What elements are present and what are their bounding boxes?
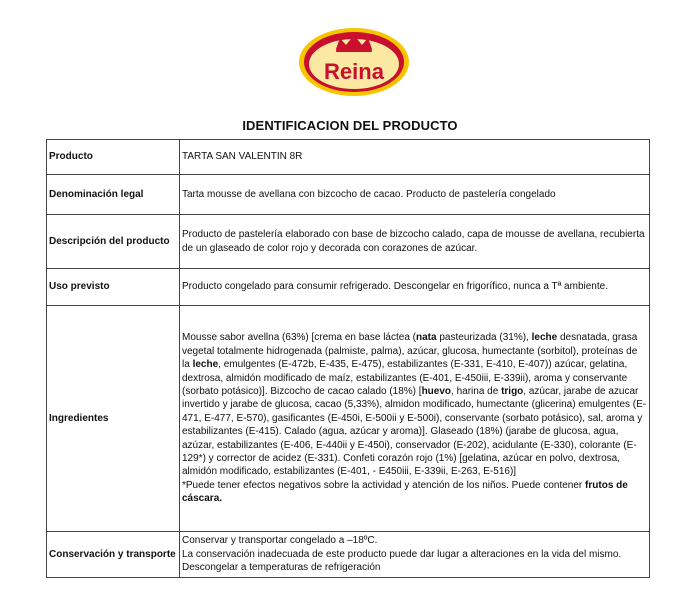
ingredient-text: desnatada, grasa vegetal totalmente hidrogenada (palmiste, palma), azúcar, glucosa, humectante (sorbitol), proteínas de la	[182, 332, 638, 371]
conservation-line: Conservar y transportar congelado a –18ºC.	[182, 535, 378, 547]
ingredient-text: , harina de	[451, 385, 502, 397]
conservation-line: La conservación inadecuada de este producto puede dar lugar a alteraciones en la vida del mismo.	[182, 548, 622, 560]
row-label: Uso previsto	[47, 269, 180, 306]
ingredient-text: pasteurizada (31%),	[436, 332, 532, 344]
row-value: Producto congelado para consumir refrigerado. Descongelar en frigorífico, nunca a Tª ambiente.	[180, 269, 650, 306]
table-row	[47, 532, 650, 578]
row-label: Conservación y transporte	[47, 532, 180, 578]
allergen-text: huevo	[421, 385, 452, 397]
conservation-value	[180, 532, 650, 578]
row-label: Denominación legal	[47, 175, 180, 215]
ingredient-text: Mousse sabor avellna (63%) [crema en base láctea (	[182, 332, 417, 344]
conservation-line: Descongelar a temperaturas de refrigeración	[182, 562, 381, 574]
allergen-text: leche	[192, 359, 219, 371]
table-row	[47, 215, 650, 269]
allergen-text: leche	[531, 332, 558, 344]
ingredients-note	[182, 479, 647, 506]
brand-name: Reina	[324, 59, 384, 84]
row-value: Tarta mousse de avellana con bizcocho de cacao. Producto de pastelería congelado	[180, 175, 650, 215]
table-row	[47, 140, 650, 175]
row-label: Ingredientes	[47, 306, 180, 532]
ingredients-value	[180, 306, 650, 532]
allergen-text: frutos de cáscara.	[182, 479, 628, 505]
page-title: IDENTIFICACION DEL PRODUCTO	[242, 118, 458, 133]
allergen-text: nata	[416, 332, 437, 344]
row-label: Descripción del producto	[47, 215, 180, 269]
reina-logo	[298, 27, 410, 97]
row-value: TARTA SAN VALENTIN 8R	[180, 140, 650, 175]
ingredients-text	[182, 331, 647, 478]
product-spec-table	[46, 139, 650, 578]
table-row	[47, 269, 650, 306]
ingredient-text: *Puede tener efectos negativos sobre la actividad y atención de los niños. Puede contener	[182, 479, 586, 491]
ingredient-text: , azúcar, jarabe de azucar invertido y jarabe de glucosa, cacao (5,33%), almidon modificado, humectante (glicerina) emulgentes (E-471, E-477, E-570), gasificantes (E-450i, E-500ii y E-500i), conservante (sorbato potásico), sal, aroma y estabilizantes (E-415). Calado (agua, azúcar y aroma)]. Glaseado (18%) (jarabe de glucosa, agua, azúzar, estabilizantes (E-406, E-440ii y E-450i), conservador (E-202), acidulante (E-330), colorante (E-129*) y corrector de acidez (E-331). Confeti corazón rojo (1%) [gelatina, azúcar en polvo, dextrosa, almidón modificado, estabilizantes (E-401, - E450iii, E-339ii, E-263, E-516)]	[182, 385, 647, 478]
row-value: Producto de pastelería elaborado con base de bizcocho calado, capa de mousse de avellana, recubierta de un glaseado de color rojo y decorada con corazones de azúcar.	[180, 215, 650, 269]
table-row	[47, 175, 650, 215]
ingredient-text: , emulgentes (E-472b, E-435, E-475), estabilizantes (E-331, E-410, E-407)) azúcar, gelatina, dextrosa, almidón modificado de maíz, estabilizantes (E-401, E-450iii, E-339ii), aroma y conservante (sorbato potásico)]. Bizcocho de cacao calado (18%) [	[182, 359, 628, 397]
allergen-text: trigo	[501, 385, 524, 397]
table-row	[47, 306, 650, 532]
row-label: Producto	[47, 140, 180, 175]
